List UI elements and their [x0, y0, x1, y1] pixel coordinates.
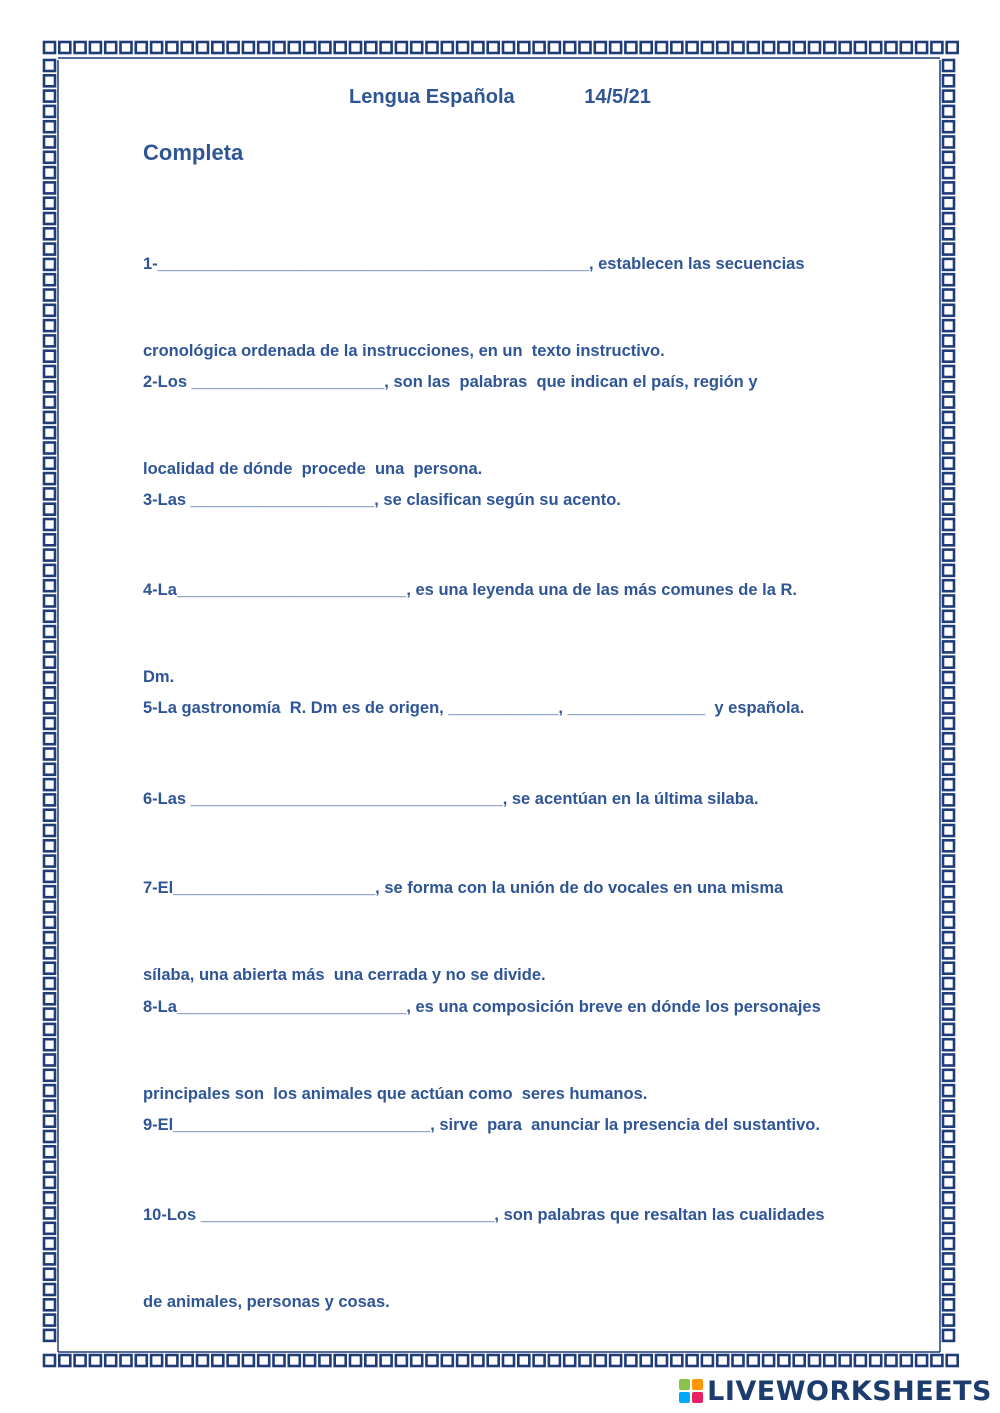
- border-square: [44, 366, 55, 377]
- border-square: [44, 871, 55, 882]
- liveworksheets-logo[interactable]: [679, 1373, 992, 1409]
- border-square: [855, 42, 866, 53]
- border-square: [44, 152, 55, 163]
- border-square: [943, 213, 954, 224]
- question-line[interactable]: 10-Los ________________________________, son palabras que resaltan las cualidades: [143, 1206, 825, 1224]
- border-square: [687, 42, 698, 53]
- border-square: [59, 42, 70, 53]
- border-square: [243, 42, 254, 53]
- border-square: [625, 42, 636, 53]
- border-square: [44, 733, 55, 744]
- border-square: [943, 917, 954, 928]
- border-square: [75, 42, 86, 53]
- border-square: [44, 1024, 55, 1035]
- border-square: [44, 550, 55, 561]
- question-line[interactable]: 2-Los _____________________, son las palabras que indican el país, región y: [143, 373, 758, 391]
- border-square: [943, 1299, 954, 1310]
- border-square: [44, 473, 55, 484]
- border-square: [943, 672, 954, 683]
- border-square: [943, 167, 954, 178]
- border-square: [44, 167, 55, 178]
- border-square: [90, 1355, 101, 1366]
- border-square: [182, 42, 193, 53]
- border-square: [671, 42, 682, 53]
- border-square: [794, 42, 805, 53]
- border-square: [763, 42, 774, 53]
- border-square: [75, 1355, 86, 1366]
- question-line: de animales, personas y cosas.: [143, 1293, 390, 1311]
- border-square: [943, 565, 954, 576]
- border-square: [365, 42, 376, 53]
- border-square: [212, 42, 223, 53]
- border-square: [943, 320, 954, 331]
- border-square: [44, 703, 55, 714]
- border-square: [943, 657, 954, 668]
- border-square: [943, 550, 954, 561]
- border-square: [44, 1208, 55, 1219]
- border-square: [943, 932, 954, 943]
- border-square: [44, 182, 55, 193]
- border-square: [44, 764, 55, 775]
- border-square: [44, 1055, 55, 1066]
- question-line[interactable]: 4-La_________________________, es una leyenda una de las más comunes de la R.: [143, 581, 797, 599]
- border-square: [44, 1009, 55, 1020]
- border-square: [943, 1177, 954, 1188]
- border-square: [943, 1116, 954, 1127]
- border-square: [943, 886, 954, 897]
- border-square: [518, 42, 529, 53]
- border-square: [943, 1238, 954, 1249]
- border-square: [943, 641, 954, 652]
- border-square: [943, 596, 954, 607]
- border-square: [44, 840, 55, 851]
- border-square: [778, 42, 789, 53]
- border-square: [943, 794, 954, 805]
- border-square: [943, 733, 954, 744]
- border-square: [943, 1039, 954, 1050]
- border-square: [44, 580, 55, 591]
- border-square: [943, 458, 954, 469]
- border-square: [943, 1070, 954, 1081]
- question-line[interactable]: 3-Las ____________________, se clasifican según su acento.: [143, 491, 621, 509]
- border-square: [44, 290, 55, 301]
- border-square: [44, 810, 55, 821]
- border-square: [549, 42, 560, 53]
- border-square: [44, 198, 55, 209]
- border-square: [335, 42, 346, 53]
- border-square: [121, 1355, 132, 1366]
- border-square: [943, 611, 954, 622]
- border-square: [44, 274, 55, 285]
- border-square: [457, 42, 468, 53]
- border-square: [44, 565, 55, 576]
- border-square: [943, 1085, 954, 1096]
- border-square: [943, 366, 954, 377]
- border-square: [44, 1253, 55, 1264]
- border-square: [105, 42, 116, 53]
- border-square: [44, 1315, 55, 1326]
- question-line[interactable]: 7-El______________________, se forma con la unión de do vocales en una misma: [143, 879, 784, 897]
- question-item: [143, 1143, 863, 1375]
- border-square: [44, 259, 55, 270]
- border-square: [943, 1100, 954, 1111]
- border-square: [44, 228, 55, 239]
- question-line: localidad de dónde procede una persona.: [143, 460, 483, 478]
- worksheet-header: [0, 86, 1000, 109]
- border-square: [943, 259, 954, 270]
- border-square: [197, 42, 208, 53]
- border-square: [289, 42, 300, 53]
- border-square: [943, 687, 954, 698]
- border-square: [595, 42, 606, 53]
- border-square: [943, 947, 954, 958]
- border-square: [44, 504, 55, 515]
- border-square: [916, 1355, 927, 1366]
- question-line[interactable]: 1-_______________________________________________, establecen las secuencias: [143, 255, 805, 273]
- border-square: [943, 764, 954, 775]
- border-square: [411, 42, 422, 53]
- border-square: [44, 443, 55, 454]
- border-square: [870, 42, 881, 53]
- border-square: [44, 305, 55, 316]
- border-square: [44, 534, 55, 545]
- border-square: [44, 611, 55, 622]
- border-square: [943, 274, 954, 285]
- border-square: [641, 42, 652, 53]
- border-square: [733, 42, 744, 53]
- border-square: [943, 1284, 954, 1295]
- border-square: [943, 534, 954, 545]
- border-square: [44, 1131, 55, 1142]
- border-square: [44, 687, 55, 698]
- border-square: [943, 182, 954, 193]
- border-square: [44, 947, 55, 958]
- logo-square: [692, 1379, 703, 1390]
- border-square: [136, 42, 147, 53]
- border-square: [886, 42, 897, 53]
- border-square: [44, 351, 55, 362]
- border-square: [901, 1355, 912, 1366]
- border-square: [943, 1330, 954, 1341]
- border-square: [44, 137, 55, 148]
- border-square: [228, 42, 239, 53]
- border-square: [943, 473, 954, 484]
- question-line: sílaba, una abierta más una cerrada y no se divide.: [143, 966, 546, 984]
- border-square: [44, 488, 55, 499]
- border-square: [44, 335, 55, 346]
- border-square: [931, 1355, 942, 1366]
- border-square: [427, 42, 438, 53]
- border-square: [44, 1284, 55, 1295]
- border-square: [943, 993, 954, 1004]
- border-square: [943, 1131, 954, 1142]
- question-line[interactable]: 8-La_________________________, es una composición breve en dónde los personajes: [143, 998, 821, 1016]
- border-square: [44, 657, 55, 668]
- border-square: [274, 42, 285, 53]
- border-square: [44, 917, 55, 928]
- border-square: [44, 213, 55, 224]
- border-square: [943, 1162, 954, 1173]
- border-square: [44, 75, 55, 86]
- border-square: [396, 42, 407, 53]
- border-square: [105, 1355, 116, 1366]
- border-square: [44, 963, 55, 974]
- border-square: [44, 902, 55, 913]
- border-square: [44, 381, 55, 392]
- border-square: [943, 902, 954, 913]
- border-square: [44, 856, 55, 867]
- border-square: [702, 42, 713, 53]
- border-square: [610, 42, 621, 53]
- question-line[interactable]: 9-El____________________________, sirve para anunciar la presencia del sustantivo.: [143, 1116, 820, 1134]
- liveworksheets-icon: [679, 1379, 703, 1403]
- border-square: [943, 443, 954, 454]
- border-square: [44, 1223, 55, 1234]
- border-square: [503, 42, 514, 53]
- border-square: [534, 42, 545, 53]
- border-square: [943, 703, 954, 714]
- border-square: [564, 42, 575, 53]
- section-title: Completa: [143, 140, 244, 165]
- border-square: [44, 641, 55, 652]
- border-square: [943, 351, 954, 362]
- border-square: [44, 1177, 55, 1188]
- border-square: [44, 596, 55, 607]
- border-square: [350, 42, 361, 53]
- border-square: [44, 1330, 55, 1341]
- border-square: [44, 749, 55, 760]
- border-square: [943, 749, 954, 760]
- border-square: [943, 244, 954, 255]
- border-square: [656, 42, 667, 53]
- border-square: [44, 978, 55, 989]
- border-square: [44, 397, 55, 408]
- border-square: [943, 1009, 954, 1020]
- border-square: [381, 42, 392, 53]
- border-square: [943, 1253, 954, 1264]
- border-square: [943, 580, 954, 591]
- border-square: [304, 42, 315, 53]
- subject-title: Lengua Española: [349, 86, 515, 108]
- border-square: [472, 42, 483, 53]
- border-square: [943, 75, 954, 86]
- border-square: [44, 1085, 55, 1096]
- border-square: [943, 121, 954, 132]
- border-square: [488, 42, 499, 53]
- border-square: [943, 856, 954, 867]
- border-square: [943, 1315, 954, 1326]
- border-square: [943, 412, 954, 423]
- border-square: [44, 886, 55, 897]
- border-square: [901, 42, 912, 53]
- border-square: [943, 1192, 954, 1203]
- question-line[interactable]: 5-La gastronomía R. Dm es de origen, ____________, _______________ y española.: [143, 699, 805, 717]
- border-square: [90, 42, 101, 53]
- border-square: [947, 42, 958, 53]
- worksheet-date: 14/5/21: [584, 86, 651, 108]
- border-square: [943, 228, 954, 239]
- border-square: [44, 458, 55, 469]
- border-square: [943, 825, 954, 836]
- border-square: [442, 42, 453, 53]
- border-square: [44, 1355, 55, 1366]
- question-line[interactable]: 6-Las __________________________________, se acentúan en la última silaba.: [143, 790, 759, 808]
- logo-square: [679, 1392, 690, 1403]
- border-square: [44, 825, 55, 836]
- border-square: [580, 42, 591, 53]
- border-square: [44, 672, 55, 683]
- border-square: [943, 1208, 954, 1219]
- border-square: [943, 504, 954, 515]
- border-square: [319, 42, 330, 53]
- border-square: [44, 1070, 55, 1081]
- border-square: [943, 1223, 954, 1234]
- border-square: [44, 320, 55, 331]
- border-square: [44, 1116, 55, 1127]
- border-square: [943, 381, 954, 392]
- border-square: [44, 427, 55, 438]
- border-square: [943, 137, 954, 148]
- border-square: [943, 1055, 954, 1066]
- border-square: [943, 963, 954, 974]
- border-square: [44, 779, 55, 790]
- border-square: [943, 152, 954, 163]
- border-square: [943, 60, 954, 71]
- border-square: [166, 42, 177, 53]
- question-line: principales son los animales que actúan como seres humanos.: [143, 1085, 648, 1103]
- liveworksheets-wordmark: LIVEWORKSHEETS: [707, 1375, 992, 1407]
- border-square: [44, 1269, 55, 1280]
- border-square: [943, 1269, 954, 1280]
- border-square: [44, 1238, 55, 1249]
- border-square: [44, 121, 55, 132]
- border-square: [943, 978, 954, 989]
- border-square: [886, 1355, 897, 1366]
- border-square: [44, 42, 55, 53]
- border-square: [151, 42, 162, 53]
- border-square: [943, 198, 954, 209]
- border-square: [943, 1024, 954, 1035]
- border-square: [44, 626, 55, 637]
- border-square: [44, 1162, 55, 1173]
- border-square: [44, 1039, 55, 1050]
- border-square: [870, 1355, 881, 1366]
- border-square: [943, 718, 954, 729]
- border-square: [943, 519, 954, 530]
- border-square: [44, 718, 55, 729]
- border-square: [943, 871, 954, 882]
- border-square: [809, 42, 820, 53]
- border-square: [44, 1299, 55, 1310]
- border-square: [947, 1355, 958, 1366]
- border-square: [943, 397, 954, 408]
- border-square: [44, 1146, 55, 1157]
- border-square: [258, 42, 269, 53]
- border-square: [943, 488, 954, 499]
- border-square: [916, 42, 927, 53]
- question-line: Dm.: [143, 668, 175, 686]
- border-square: [748, 42, 759, 53]
- border-square: [44, 60, 55, 71]
- border-square: [59, 1355, 70, 1366]
- border-square: [44, 993, 55, 1004]
- border-square: [44, 412, 55, 423]
- border-square: [931, 42, 942, 53]
- logo-square: [692, 1392, 703, 1403]
- border-square: [840, 42, 851, 53]
- question-line: cronológica ordenada de la instrucciones, en un texto instructivo.: [143, 342, 665, 360]
- border-square: [943, 626, 954, 637]
- border-square: [44, 1192, 55, 1203]
- border-square: [717, 42, 728, 53]
- border-square: [44, 244, 55, 255]
- border-square: [943, 1146, 954, 1157]
- border-square: [943, 335, 954, 346]
- border-square: [44, 794, 55, 805]
- border-square: [943, 290, 954, 301]
- border-square: [943, 779, 954, 790]
- border-square: [44, 519, 55, 530]
- logo-square: [679, 1379, 690, 1390]
- border-square: [943, 840, 954, 851]
- border-square: [121, 42, 132, 53]
- border-square: [943, 427, 954, 438]
- border-square: [943, 810, 954, 821]
- border-square: [824, 42, 835, 53]
- border-square: [943, 305, 954, 316]
- border-square: [44, 1100, 55, 1111]
- border-square: [44, 932, 55, 943]
